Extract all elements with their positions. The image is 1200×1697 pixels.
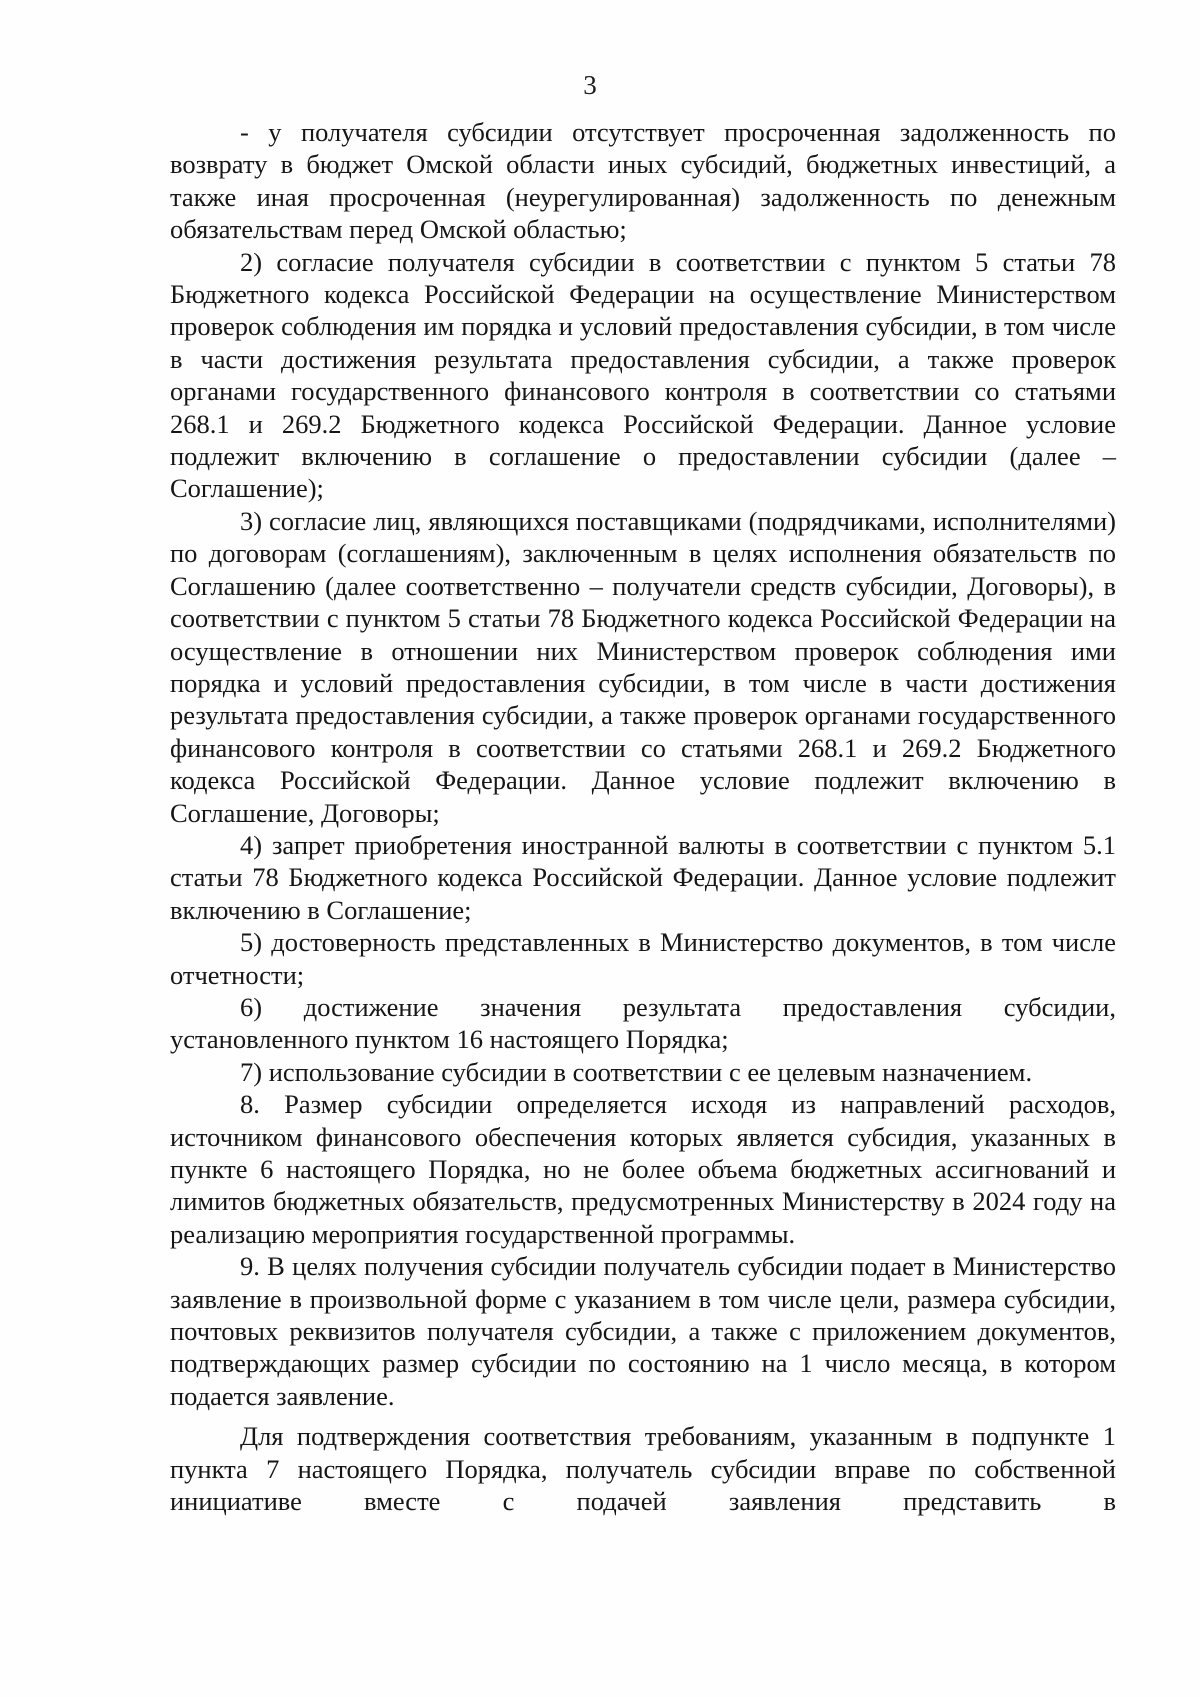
document-body: [170, 116, 1116, 1517]
paragraph-item-2: 2) согласие получателя субсидии в соответствии с пунктом 5 статьи 78 Бюджетного кодекса Российской Федерации на осуществление Министерством проверок соблюдения им порядка и условий предоставления субсидии, в том числе в части достижения результата предоставления субсидии, а также проверок органами государственного финансового контроля в соответствии со статьями 268.1 и 269.2 Бюджетного кодекса Российской Федерации. Данное условие подлежит включению в соглашение о предоставлении субсидии (далее – Соглашение);: [170, 246, 1116, 504]
paragraph-item-5: 5) достоверность представленных в Министерство документов, в том числе отчетности;: [170, 927, 1116, 990]
paragraph-item-3: 3) согласие лиц, являющихся поставщиками (подрядчиками, исполнителями) по договорам (соглашениям), заключенным в целях исполнения обязательств по Соглашению (далее соответственно – получатели средств субсидии, Договоры), в соответствии с пунктом 5 статьи 78 Бюджетного кодекса Российской Федерации на осуществление в отношении них Министерством проверок соблюдения ими порядка и условий предоставления субсидии, в том числе в части достижения результата предоставления субсидии, а также проверок органами государственного финансового контроля в соответствии со статьями 268.1 и 269.2 Бюджетного кодекса Российской Федерации. Данное условие подлежит включению в Соглашение, Договоры;: [170, 505, 1116, 828]
paragraph-clause-9: 9. В целях получения субсидии получатель субсидии подает в Министерство заявление в произвольной форме с указанием в том числе цели, размера субсидии, почтовых реквизитов получателя субсидии, а также с приложением документов, подтверждающих размер субсидии по состоянию на 1 число месяца, в котором подается заявление.: [170, 1251, 1116, 1411]
paragraph-item-6: 6) достижение значения результата предоставления субсидии, установленного пунктом 16 настоящего Порядка;: [170, 991, 1116, 1055]
paragraph-item-7: 7) использование субсидии в соответствии с ее целевым назначением.: [240, 1056, 1033, 1087]
paragraph-clause-8: 8. Размер субсидии определяется исходя из направлений расходов, источником финансового обеспечения которых является субсидия, указанных в пункте 6 настоящего Порядка, но не более объема бюджетных ассигнований и лимитов бюджетных обязательств, предусмотренных Министерству в 2024 году на реализацию мероприятия государственной программы.: [170, 1089, 1116, 1249]
paragraph-item-4: 4) запрет приобретения иностранной валюты в соответствии с пунктом 5.1 статьи 78 Бюджетного кодекса Российской Федерации. Данное условие подлежит включению в Соглашение;: [170, 829, 1116, 925]
page-number: 3: [583, 70, 597, 100]
paragraph-no-overdue-debt: - у получателя субсидии отсутствует просроченная задолженность по возврату в бюджет Омской области иных субсидий, бюджетных инвестиций, а также иная просроченная (неурегулированная) задолженность по денежным обязательствам перед Омской областью;: [170, 117, 1116, 245]
paragraph-confirmation: Для подтверждения соответствия требованиям, указанным в подпункте 1 пункта 7 настоящего Порядка, получатель субсидии вправе по собственной инициативе вместе с подачей заявления представить в: [170, 1421, 1116, 1517]
